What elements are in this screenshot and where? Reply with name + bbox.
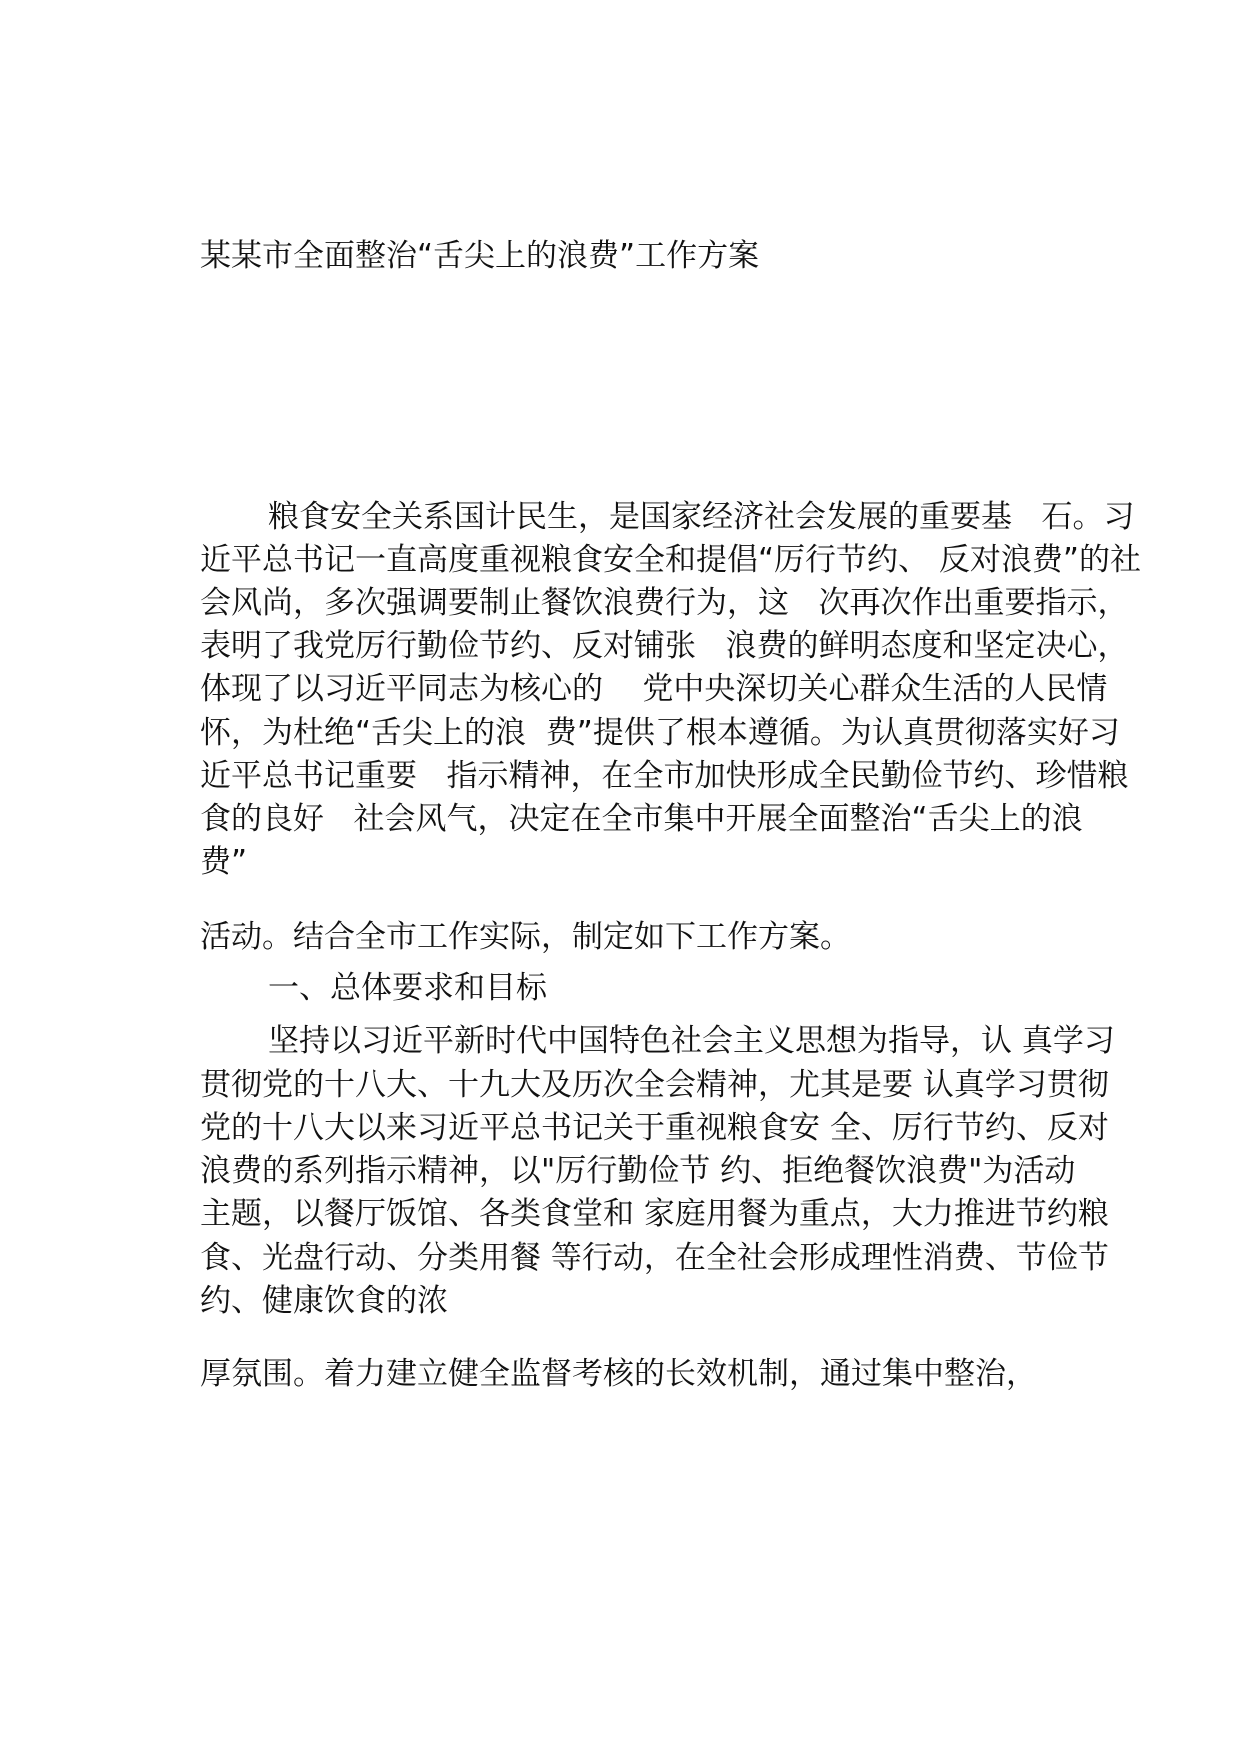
- body-line: 费”: [200, 844, 248, 880]
- body-line: 近平总书记一直高度重视粮食安全和提倡“厉行节约、 反对浪费”的社: [200, 542, 1141, 578]
- body-line: 体现了以习近平同志为核心的 党中央深切关心群众生活的人民情: [200, 671, 1108, 707]
- body-line: 坚持以习近平新时代中国特色社会主义思想为指导，认 真学习: [268, 1023, 1115, 1059]
- body-line: 浪费的系列指示精神，以"厉行勤俭节 约、拒绝餐饮浪费"为活动: [200, 1153, 1076, 1189]
- body-line: 粮食安全关系国计民生，是国家经济社会发展的重要基 石。习: [268, 499, 1135, 535]
- body-line: 党的十八大以来习近平总书记关于重视粮食安 全、厉行节约、反对: [200, 1110, 1109, 1146]
- body-line: 会风尚，多次强调要制止餐饮浪费行为，这 次再次作出重要指示，: [200, 585, 1129, 621]
- section-heading: 一、总体要求和目标: [268, 970, 547, 1006]
- body-line: 约、健康饮食的浓: [200, 1283, 448, 1319]
- document-title: 某某市全面整治“舌尖上的浪费”工作方案: [200, 238, 760, 274]
- body-line: 近平总书记重要 指示精神，在全市加快形成全民勤俭节约、珍惜粮: [200, 758, 1129, 794]
- body-line: 怀，为杜绝“舌尖上的浪 费”提供了根本遵循。为认真贯彻落实好习: [200, 715, 1120, 751]
- body-line: 厚氛围。着力建立健全监督考核的长效机制，通过集中整治，: [200, 1356, 1037, 1392]
- body-line: 食的良好 社会风气，决定在全市集中开展全面整治“舌尖上的浪: [200, 801, 1083, 837]
- body-line: 活动。结合全市工作实际，制定如下工作方案。: [200, 919, 851, 955]
- body-line: 主题，以餐厅饭馆、各类食堂和 家庭用餐为重点，大力推进节约粮: [200, 1196, 1109, 1232]
- body-line: 食、光盘行动、分类用餐 等行动，在全社会形成理性消费、节俭节: [200, 1240, 1109, 1276]
- body-line: 贯彻党的十八大、十九大及历次全会精神，尤其是要 认真学习贯彻: [200, 1067, 1109, 1103]
- body-line: 表明了我党厉行勤俭节约、反对铺张 浪费的鲜明态度和坚定决心，: [200, 628, 1129, 664]
